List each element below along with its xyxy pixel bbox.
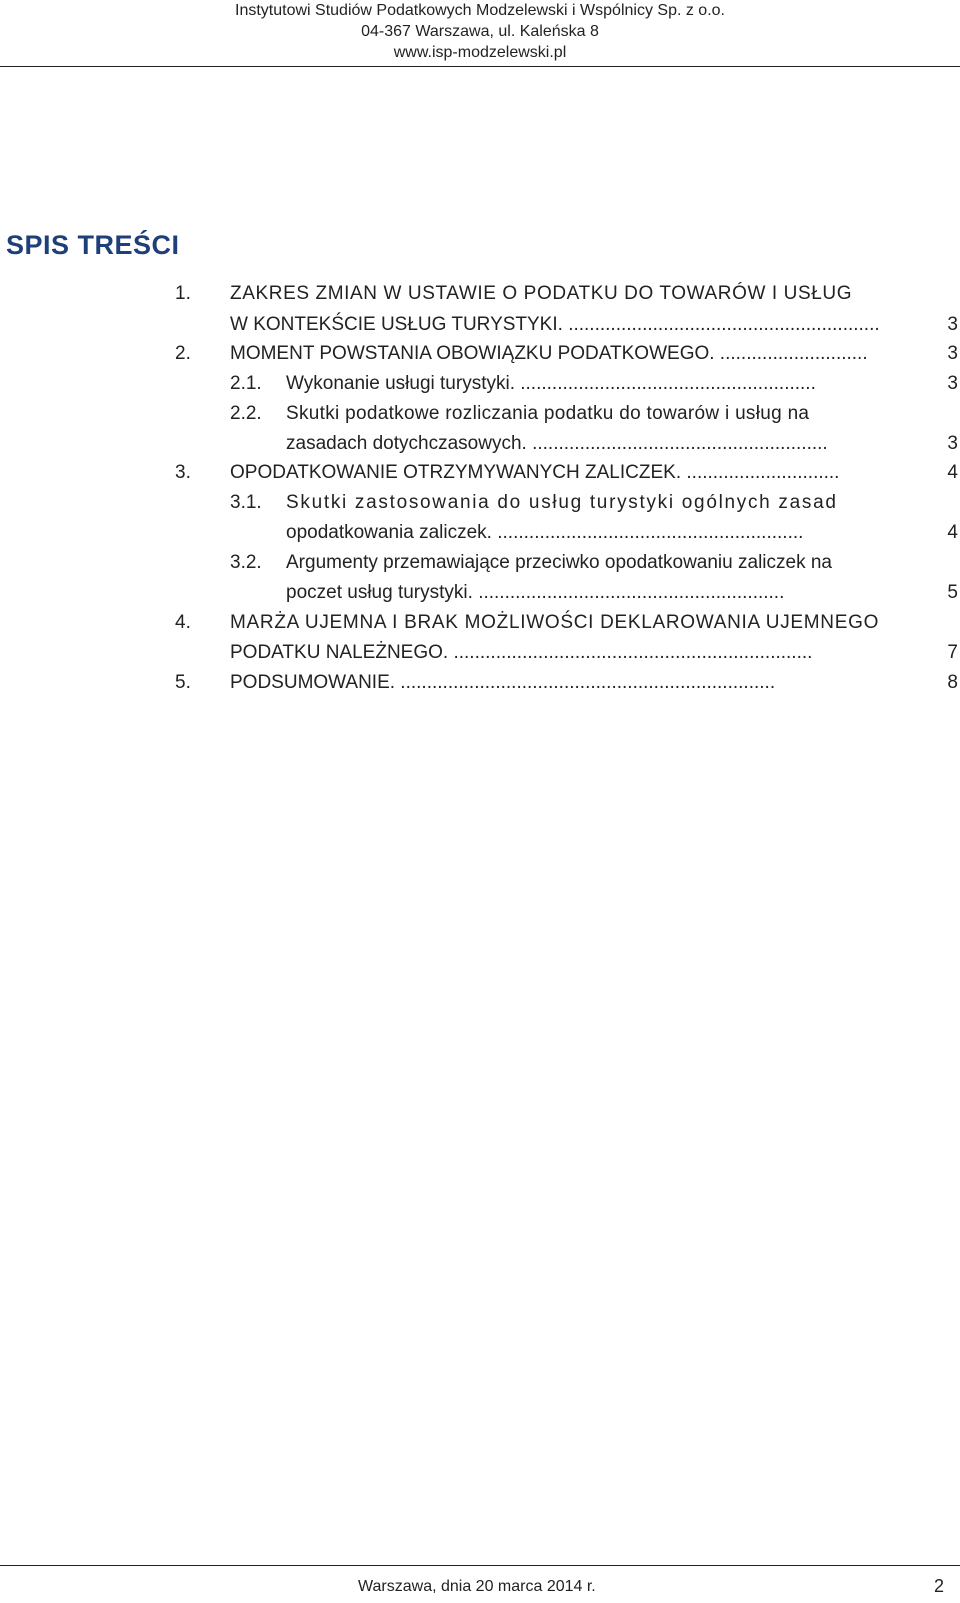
toc-entry-page: 3 [947,343,958,364]
toc-entry-title-cont: W KONTEKŚCIE USŁUG TURYSTYKI. ........................................................... [230,314,880,335]
header-divider [0,66,960,67]
toc-entry-title: ZAKRES ZMIAN W USTAWIE O PODATKU DO TOWARÓW I USŁUG [230,283,853,304]
toc-entry-title: Wykonanie usługi turystyki. ........................................................ [286,373,816,394]
footer-date: Warszawa, dnia 20 marca 2014 r. [358,1578,596,1595]
toc-entry-2-2-cont[interactable] [286,432,828,456]
toc-entry-4-cont[interactable] [230,641,812,665]
toc-entry-title-cont: poczet usług turystyki. .......................................................... [286,582,785,603]
toc-entry-page: 8 [947,672,958,693]
toc-entry-title-cont: opodatkowania zaliczek. .......................................................... [286,522,804,543]
toc-entry-title: Skutki podatkowe rozliczania podatku do towarów i usług na [286,403,810,424]
toc-entry-number: 3.1. [230,492,262,513]
toc-entry-number: 2. [175,343,191,364]
toc-entry-page: 7 [947,642,958,663]
toc-entry-number: 3.2. [230,552,262,573]
toc-entry-page: 3 [947,433,958,454]
toc-entry-page: 4 [947,462,958,483]
toc-entry-title: OPODATKOWANIE OTRZYMYWANYCH ZALICZEK. ............................. [230,462,840,483]
header-company-name: Instytutowi Studiów Podatkowych Modzelewski i Wspólnicy Sp. z o.o. [235,2,725,19]
toc-entry-number: 4. [175,612,191,633]
toc-entry-page: 5 [947,582,958,603]
header-address: 04-367 Warszawa, ul. Kaleńska 8 [361,23,599,40]
toc-entry-title: Argumenty przemawiające przeciwko opodatkowaniu zaliczek na [286,552,832,573]
toc-entry-title-cont: zasadach dotychczasowych. ........................................................ [286,433,828,454]
page-header [0,0,960,63]
toc-entry-title-cont: PODATKU NALEŻNEGO. .................................................................... [230,642,813,663]
toc-entry-number: 2.2. [230,403,262,424]
toc-entry-title: PODSUMOWANIE. ....................................................................... [230,672,776,693]
footer-page-number: 2 [934,1576,945,1596]
footer-divider [0,1565,960,1566]
toc-entry-number: 2.1. [230,373,262,394]
toc-title: SPIS TREŚCI [6,230,180,260]
toc-entry-page: 3 [947,314,958,335]
toc-entry-title: Skutki zastosowania do usług turystyki ogólnych zasad [286,492,838,513]
toc-entry-1-cont[interactable] [230,313,880,337]
toc-entry-number: 5. [175,672,191,693]
header-website: www.isp-modzelewski.pl [393,44,567,61]
toc-entry-3-1-cont[interactable] [286,521,803,545]
toc-entry-number: 1. [175,283,191,304]
toc-entry-title: MOMENT POWSTANIA OBOWIĄZKU PODATKOWEGO. ............................ [230,343,868,364]
toc-entry-3-2-cont[interactable] [286,581,784,605]
toc-entry-page: 4 [947,522,958,543]
toc-entry-title: MARŻA UJEMNA I BRAK MOŻLIWOŚCI DEKLAROWANIA UJEMNEGO [230,612,880,633]
toc-entry-page: 3 [947,373,958,394]
toc-entry-number: 3. [175,462,191,483]
